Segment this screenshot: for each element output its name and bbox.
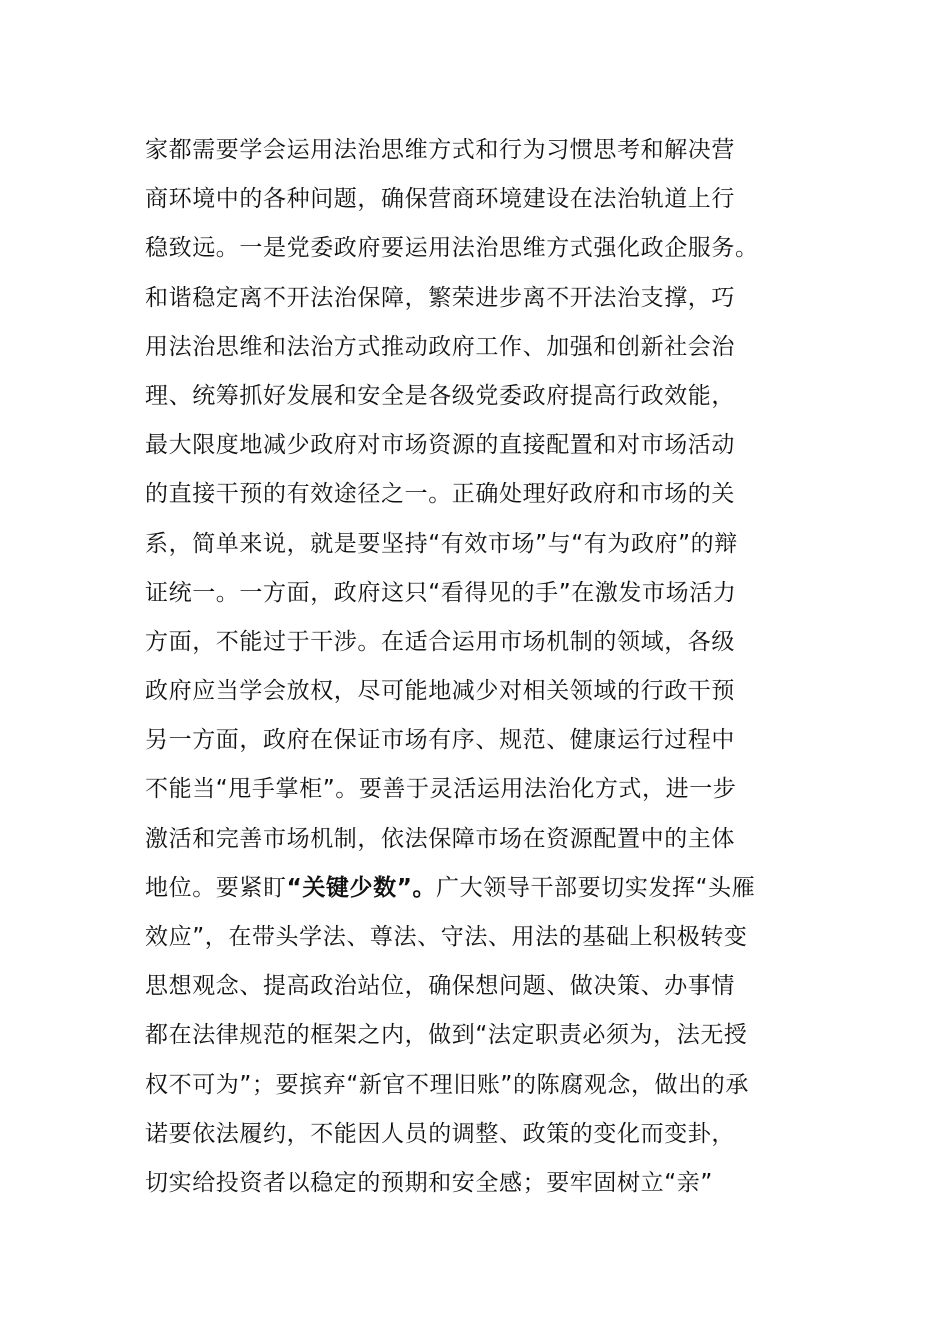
text-line: 商环境中的各种问题，确保营商环境建设在法治轨道上行 (145, 186, 735, 213)
text-line: 家都需要学会运用法治思维方式和行为习惯思考和解决营 (145, 137, 735, 163)
text-line: 方面，不能过于干涉。在适合运用市场机制的领域，各级 (145, 628, 735, 655)
text-line: 的直接干预的有效途径之一。正确处理好政府和市场的关 (145, 481, 735, 508)
text-line: 和谐稳定离不开法治保障，繁荣进步离不开法治支撑，巧 (145, 284, 735, 311)
text-line: 思想观念、提高政治站位，确保想问题、做决策、办事情 (145, 973, 735, 1000)
text-line: 理、统筹抓好发展和安全是各级党委政府提高行政效能， (145, 382, 735, 409)
text-line: 系，简单来说，就是要坚持“有效市场”与“有为政府”的辩 (145, 530, 738, 557)
text-line: 政府应当学会放权，尽可能地减少对相关领域的行政干预 (145, 678, 735, 705)
text-segment: 地位。要紧盯 (145, 874, 287, 901)
text-line: 切实给投资者以稳定的预期和安全感；要牢固树立“亲” (145, 1169, 713, 1196)
text-line: 权不可为”；要摈弃“新官不理旧账”的陈腐观念，做出的承 (145, 1071, 749, 1098)
body-text (145, 126, 835, 1208)
text-line: 证统一。一方面，政府这只“看得见的手”在激发市场活力 (145, 579, 737, 606)
text-line: 另一方面，政府在保证市场有序、规范、健康运行过程中 (145, 727, 735, 754)
text-line: 不能当“甩手掌柜”。要善于灵活运用法治化方式，进一步 (145, 776, 737, 803)
text-line: 效应”，在带头学法、尊法、守法、用法的基础上积极转变 (145, 924, 748, 950)
text-line: 诺要依法履约，不能因人员的调整、政策的变化而变卦， (145, 1120, 735, 1147)
text-line: 稳致远。一是党委政府要运用法治思维方式强化政企服务。 (145, 235, 759, 262)
text-line: 激活和完善市场机制，依法保障市场在资源配置中的主体 (145, 825, 735, 852)
text-line-with-bold (145, 864, 835, 913)
bold-phrase: “关键少数”。 (286, 874, 437, 901)
text-line: 最大限度地减少政府对市场资源的直接配置和对市场活动 (145, 432, 735, 459)
text-segment: 广大领导干部要切实发挥“头雁 (436, 874, 756, 901)
text-line: 都在法律规范的框架之内，做到“法定职责必须为，法无授 (145, 1022, 748, 1049)
text-line: 用法治思维和法治方式推动政府工作、加强和创新社会治 (145, 333, 735, 360)
